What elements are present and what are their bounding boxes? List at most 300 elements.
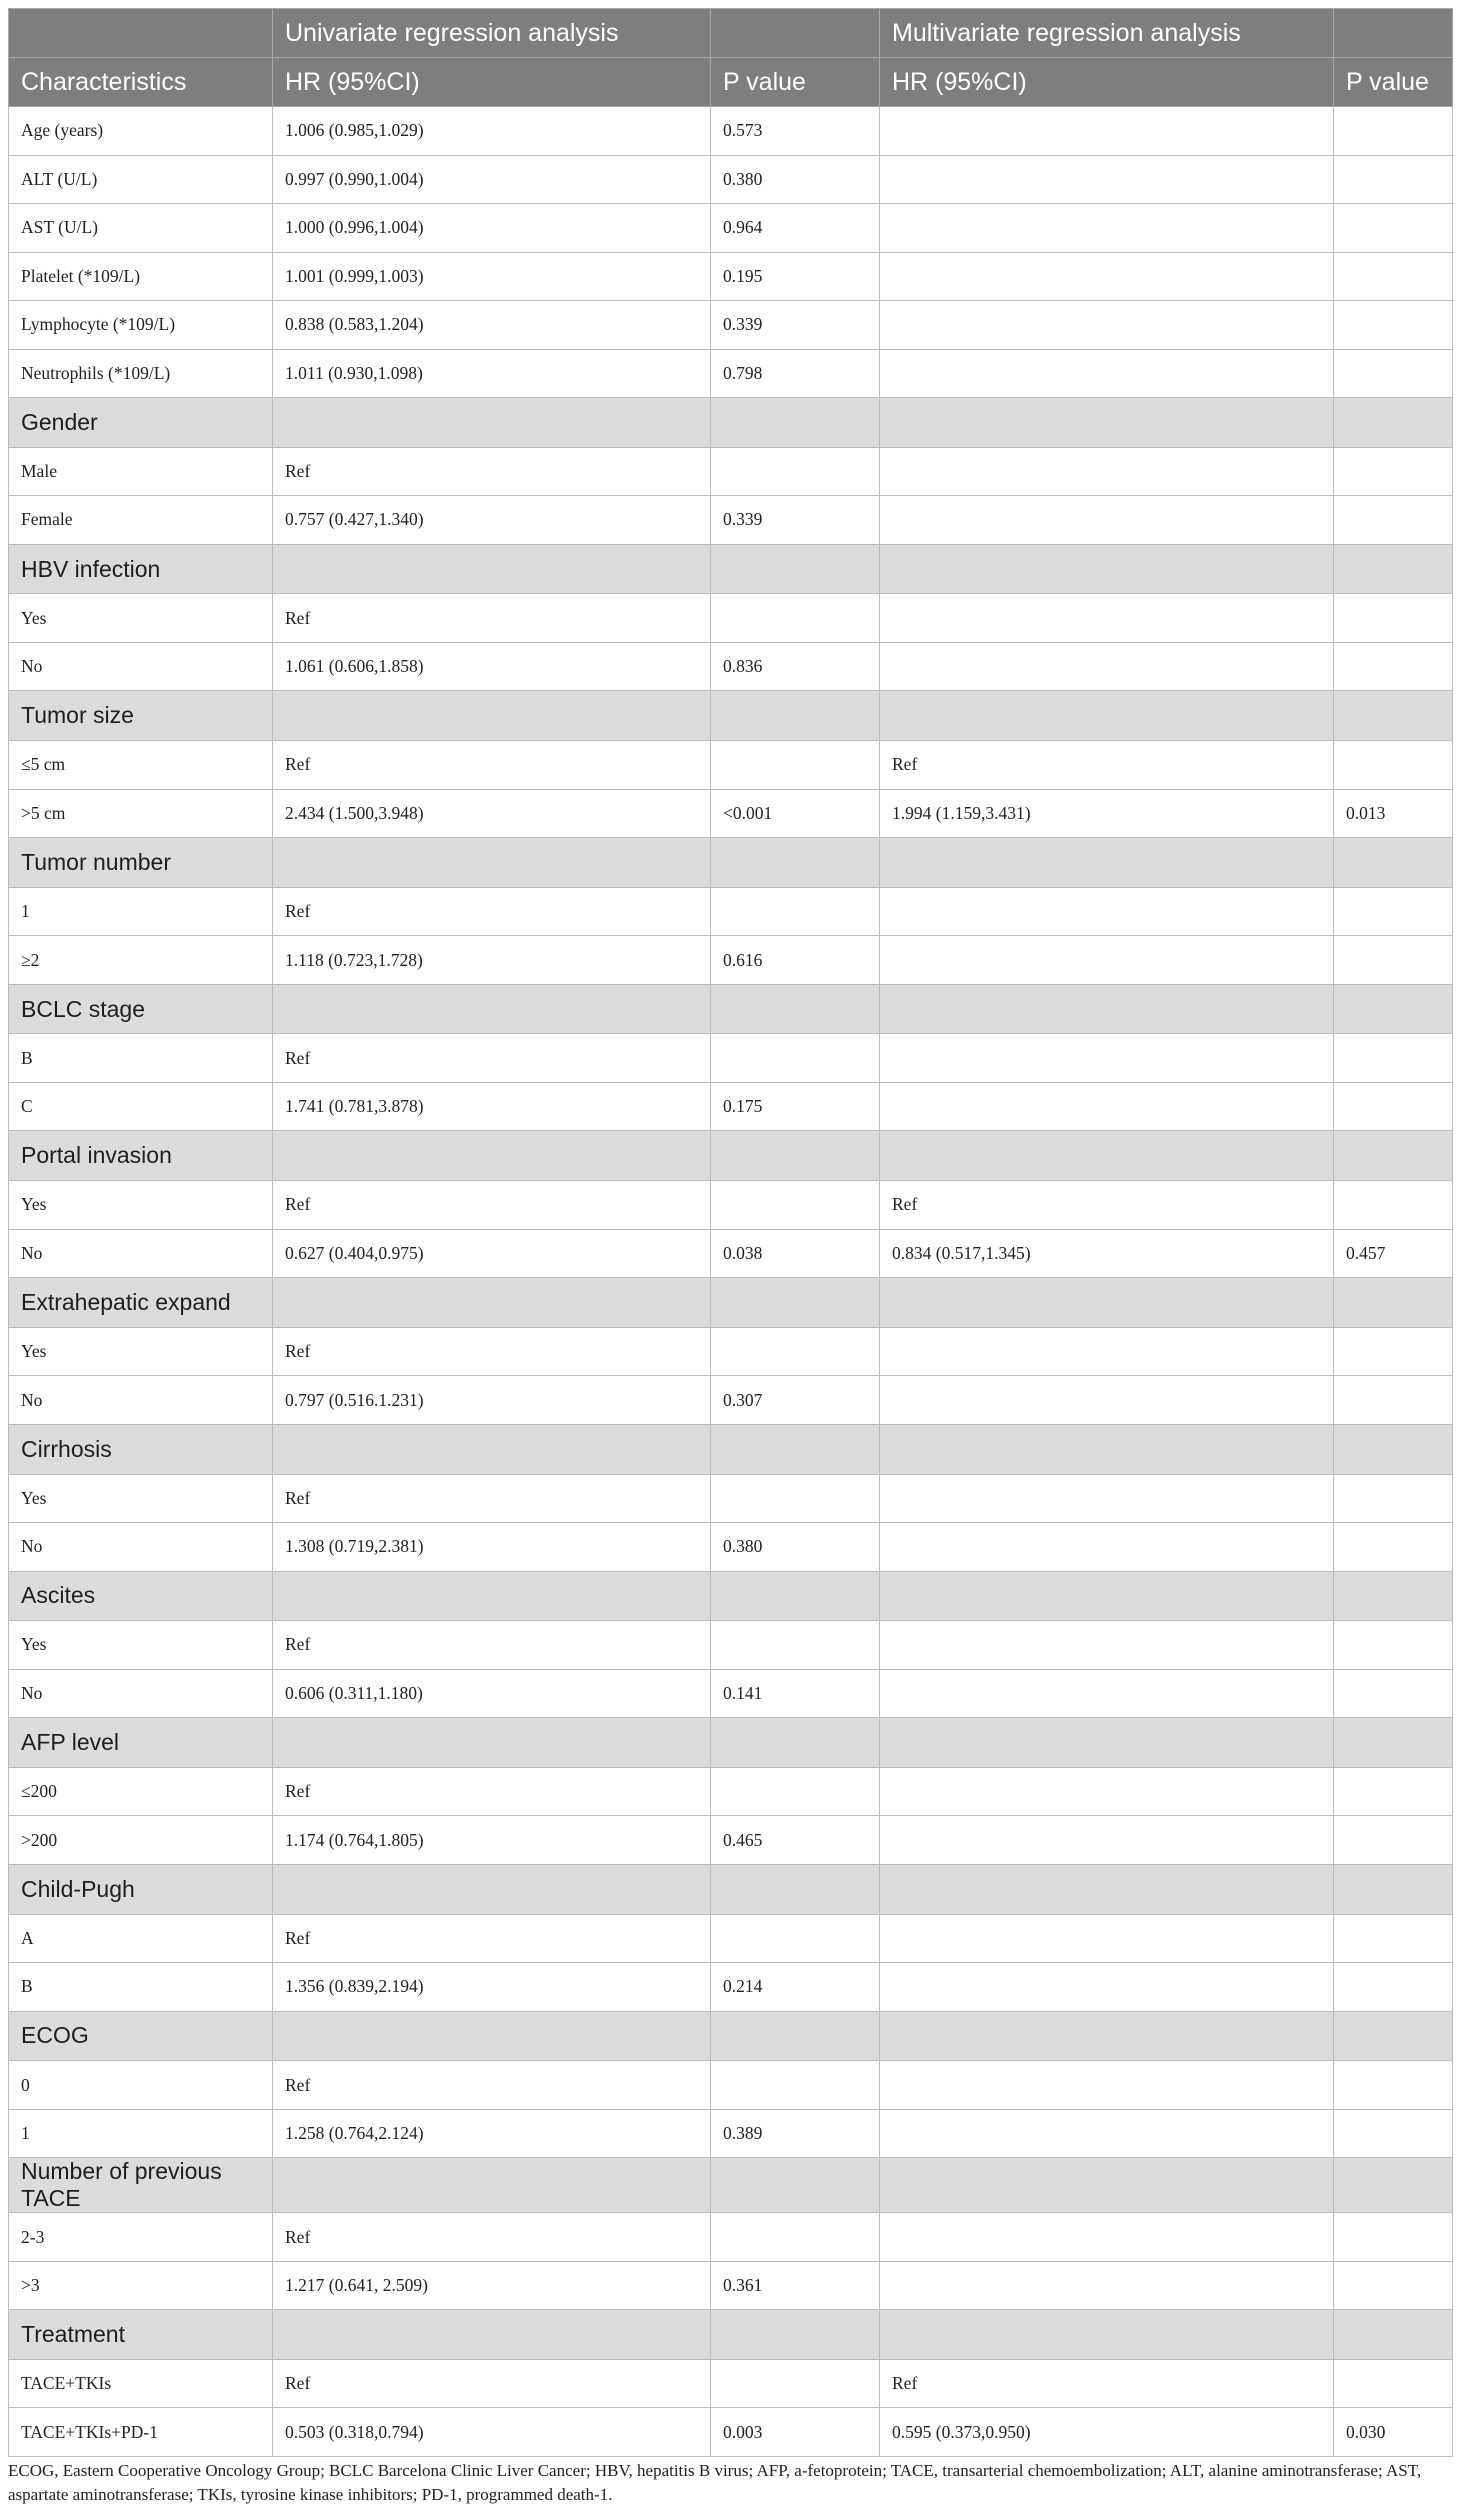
uni-hr-cell: Ref <box>273 1327 711 1376</box>
table-footnote: ECOG, Eastern Cooperative Oncology Group; BCLC Barcelona Clinic Liver Cancer; HBV, hepatitis B virus; AFP, a-fetoprotein; TACE, transarterial chemoembolization; ALT, alanine aminotransferase; AST, aspartate aminotransferase; TKIs, tyrosine kinase inhibitors; PD-1, programmed death-1. <box>8 2461 1422 2504</box>
uni-p-cell: 0.573 <box>711 107 880 156</box>
group-multi-p-cell <box>1334 1278 1453 1328</box>
multi-hr-cell <box>880 2213 1334 2262</box>
multi-hr-cell <box>880 155 1334 204</box>
uni-hr-cell: 1.011 (0.930,1.098) <box>273 349 711 398</box>
characteristic-cell: 1 <box>9 887 273 936</box>
group-multi-p-cell <box>1334 691 1453 741</box>
table-row <box>9 155 1453 204</box>
characteristic-cell: 1 <box>9 2109 273 2158</box>
multi-p-cell: 0.013 <box>1334 789 1453 838</box>
group-multi-hr-cell <box>880 2158 1334 2213</box>
multi-p-cell <box>1334 1621 1453 1670</box>
multi-hr-cell <box>880 1963 1334 2012</box>
table-row <box>9 1376 1453 1425</box>
group-multi-p-cell <box>1334 2310 1453 2360</box>
header-cell <box>9 9 273 58</box>
characteristic-cell: AST (U/L) <box>9 204 273 253</box>
uni-hr-cell: 1.174 (0.764,1.805) <box>273 1816 711 1865</box>
characteristic-cell: No <box>9 1229 273 1278</box>
uni-p-cell: 0.214 <box>711 1963 880 2012</box>
group-uni-p-cell <box>711 398 880 448</box>
group-row <box>9 1571 1453 1621</box>
multi-hr-cell <box>880 1669 1334 1718</box>
uni-p-cell: 0.380 <box>711 1523 880 1572</box>
group-multi-hr-cell <box>880 1424 1334 1474</box>
group-row <box>9 2310 1453 2360</box>
uni-p-cell: 0.339 <box>711 301 880 350</box>
multi-hr-cell <box>880 1523 1334 1572</box>
group-uni-p-cell <box>711 691 880 741</box>
multi-p-cell <box>1334 642 1453 691</box>
header-uni-p: P value <box>711 58 880 107</box>
multi-p-cell <box>1334 252 1453 301</box>
table-row <box>9 936 1453 985</box>
group-multi-p-cell <box>1334 398 1453 448</box>
characteristic-cell: No <box>9 1523 273 1572</box>
uni-hr-cell: Ref <box>273 741 711 790</box>
multi-p-cell <box>1334 2109 1453 2158</box>
group-uni-p-cell <box>711 838 880 888</box>
header-uni-hr: HR (95%CI) <box>273 58 711 107</box>
table-row <box>9 2109 1453 2158</box>
multi-p-cell <box>1334 1767 1453 1816</box>
multi-p-cell: 0.030 <box>1334 2408 1453 2457</box>
multi-hr-cell <box>880 349 1334 398</box>
table-row <box>9 741 1453 790</box>
table-row <box>9 1523 1453 1572</box>
table-row <box>9 2061 1453 2110</box>
header-univariate: Univariate regression analysis <box>273 9 711 58</box>
table-row <box>9 887 1453 936</box>
header-cell <box>711 9 880 58</box>
characteristic-cell: >3 <box>9 2261 273 2310</box>
group-multi-hr-cell <box>880 691 1334 741</box>
characteristic-cell: Yes <box>9 1327 273 1376</box>
table-row <box>9 1669 1453 1718</box>
group-characteristic-cell: HBV infection <box>9 544 273 594</box>
group-multi-hr-cell <box>880 2310 1334 2360</box>
characteristic-cell: No <box>9 642 273 691</box>
group-uni-p-cell <box>711 1718 880 1768</box>
uni-p-cell <box>711 1327 880 1376</box>
group-row <box>9 1424 1453 1474</box>
table-row <box>9 1767 1453 1816</box>
group-characteristic-cell: Portal invasion <box>9 1131 273 1181</box>
characteristic-cell: B <box>9 1963 273 2012</box>
table-row <box>9 1914 1453 1963</box>
group-characteristic-cell: Ascites <box>9 1571 273 1621</box>
multi-hr-cell: 0.595 (0.373,0.950) <box>880 2408 1334 2457</box>
multi-hr-cell <box>880 1327 1334 1376</box>
group-multi-hr-cell <box>880 984 1334 1034</box>
multi-hr-cell: Ref <box>880 2359 1334 2408</box>
uni-hr-cell: 1.001 (0.999,1.003) <box>273 252 711 301</box>
group-uni-hr-cell <box>273 1864 711 1914</box>
group-row <box>9 1864 1453 1914</box>
uni-p-cell: 0.380 <box>711 155 880 204</box>
uni-hr-cell: 0.503 (0.318,0.794) <box>273 2408 711 2457</box>
uni-p-cell: 0.195 <box>711 252 880 301</box>
group-row <box>9 1131 1453 1181</box>
group-uni-hr-cell <box>273 2158 711 2213</box>
multi-p-cell <box>1334 1082 1453 1131</box>
table-row <box>9 594 1453 643</box>
regression-table-container <box>8 8 1452 2457</box>
multi-p-cell <box>1334 2261 1453 2310</box>
table-row <box>9 2261 1453 2310</box>
group-multi-p-cell <box>1334 1864 1453 1914</box>
uni-p-cell: 0.361 <box>711 2261 880 2310</box>
group-multi-p-cell <box>1334 1131 1453 1181</box>
group-multi-p-cell <box>1334 1424 1453 1474</box>
group-row <box>9 691 1453 741</box>
uni-hr-cell: 1.118 (0.723,1.728) <box>273 936 711 985</box>
uni-p-cell <box>711 887 880 936</box>
table-row <box>9 1229 1453 1278</box>
group-row <box>9 984 1453 1034</box>
characteristic-cell: >200 <box>9 1816 273 1865</box>
group-uni-p-cell <box>711 1864 880 1914</box>
group-multi-p-cell <box>1334 544 1453 594</box>
group-uni-hr-cell <box>273 691 711 741</box>
uni-hr-cell: 2.434 (1.500,3.948) <box>273 789 711 838</box>
header-multivariate: Multivariate regression analysis <box>880 9 1334 58</box>
uni-p-cell <box>711 741 880 790</box>
characteristic-cell: No <box>9 1669 273 1718</box>
table-row <box>9 349 1453 398</box>
group-multi-p-cell <box>1334 2158 1453 2213</box>
table-row <box>9 2213 1453 2262</box>
uni-p-cell <box>711 1914 880 1963</box>
group-uni-p-cell <box>711 1571 880 1621</box>
multi-hr-cell <box>880 301 1334 350</box>
group-multi-p-cell <box>1334 838 1453 888</box>
characteristic-cell: No <box>9 1376 273 1425</box>
group-row <box>9 398 1453 448</box>
group-multi-hr-cell <box>880 2011 1334 2061</box>
table-row <box>9 496 1453 545</box>
group-characteristic-cell: ECOG <box>9 2011 273 2061</box>
group-uni-p-cell <box>711 1424 880 1474</box>
multi-p-cell <box>1334 1669 1453 1718</box>
uni-p-cell <box>711 594 880 643</box>
group-uni-p-cell <box>711 2310 880 2360</box>
uni-hr-cell: 1.308 (0.719,2.381) <box>273 1523 711 1572</box>
uni-p-cell: 0.141 <box>711 1669 880 1718</box>
multi-p-cell <box>1334 1474 1453 1523</box>
uni-hr-cell: Ref <box>273 1767 711 1816</box>
group-multi-hr-cell <box>880 1278 1334 1328</box>
uni-hr-cell: 0.997 (0.990,1.004) <box>273 155 711 204</box>
uni-hr-cell: 0.797 (0.516.1.231) <box>273 1376 711 1425</box>
uni-p-cell: 0.964 <box>711 204 880 253</box>
characteristic-cell: ≤200 <box>9 1767 273 1816</box>
multi-p-cell <box>1334 887 1453 936</box>
multi-p-cell <box>1334 301 1453 350</box>
group-multi-hr-cell <box>880 544 1334 594</box>
header-multi-p: P value <box>1334 58 1453 107</box>
multi-p-cell <box>1334 2359 1453 2408</box>
uni-hr-cell: 1.258 (0.764,2.124) <box>273 2109 711 2158</box>
uni-p-cell <box>711 1034 880 1083</box>
characteristic-cell: TACE+TKIs+PD-1 <box>9 2408 273 2457</box>
multi-p-cell <box>1334 1963 1453 2012</box>
multi-hr-cell: 0.834 (0.517,1.345) <box>880 1229 1334 1278</box>
multi-hr-cell <box>880 1376 1334 1425</box>
uni-hr-cell: Ref <box>273 1914 711 1963</box>
uni-p-cell <box>711 447 880 496</box>
group-row <box>9 1718 1453 1768</box>
header-characteristics: Characteristics <box>9 58 273 107</box>
table-row <box>9 1327 1453 1376</box>
multi-p-cell <box>1334 204 1453 253</box>
table-row <box>9 2408 1453 2457</box>
group-row <box>9 838 1453 888</box>
characteristic-cell: Lymphocyte (*109/L) <box>9 301 273 350</box>
characteristic-cell: A <box>9 1914 273 1963</box>
uni-p-cell <box>711 1474 880 1523</box>
characteristic-cell: ≤5 cm <box>9 741 273 790</box>
multi-hr-cell <box>880 1914 1334 1963</box>
characteristic-cell: >5 cm <box>9 789 273 838</box>
group-multi-p-cell <box>1334 1718 1453 1768</box>
group-characteristic-cell: Tumor number <box>9 838 273 888</box>
characteristic-cell: Male <box>9 447 273 496</box>
multi-hr-cell <box>880 1621 1334 1670</box>
uni-p-cell <box>711 1181 880 1230</box>
characteristic-cell: Neutrophils (*109/L) <box>9 349 273 398</box>
uni-p-cell: 0.003 <box>711 2408 880 2457</box>
group-uni-hr-cell <box>273 2310 711 2360</box>
group-row <box>9 544 1453 594</box>
group-uni-hr-cell <box>273 984 711 1034</box>
table-body <box>9 107 1453 2457</box>
uni-hr-cell: 1.217 (0.641, 2.509) <box>273 2261 711 2310</box>
group-multi-hr-cell <box>880 1571 1334 1621</box>
characteristic-cell: Yes <box>9 1181 273 1230</box>
multi-p-cell <box>1334 2213 1453 2262</box>
table-row <box>9 204 1453 253</box>
characteristic-cell: Yes <box>9 1621 273 1670</box>
group-uni-p-cell <box>711 1278 880 1328</box>
multi-hr-cell <box>880 1816 1334 1865</box>
table-row <box>9 789 1453 838</box>
table-row <box>9 1034 1453 1083</box>
uni-p-cell: 0.616 <box>711 936 880 985</box>
uni-hr-cell: 0.606 (0.311,1.180) <box>273 1669 711 1718</box>
uni-p-cell: 0.307 <box>711 1376 880 1425</box>
table-row <box>9 1082 1453 1131</box>
group-uni-hr-cell <box>273 1718 711 1768</box>
characteristic-cell: 0 <box>9 2061 273 2110</box>
uni-p-cell <box>711 2359 880 2408</box>
group-characteristic-cell: AFP level <box>9 1718 273 1768</box>
group-uni-hr-cell <box>273 2011 711 2061</box>
uni-hr-cell: Ref <box>273 2213 711 2262</box>
uni-hr-cell: 1.741 (0.781,3.878) <box>273 1082 711 1131</box>
uni-p-cell: <0.001 <box>711 789 880 838</box>
table-row <box>9 301 1453 350</box>
multi-hr-cell <box>880 887 1334 936</box>
uni-hr-cell: 1.061 (0.606,1.858) <box>273 642 711 691</box>
group-characteristic-cell: Extrahepatic expand <box>9 1278 273 1328</box>
group-multi-p-cell <box>1334 1571 1453 1621</box>
multi-p-cell <box>1334 741 1453 790</box>
multi-hr-cell: Ref <box>880 741 1334 790</box>
characteristic-cell: Yes <box>9 594 273 643</box>
group-characteristic-cell: BCLC stage <box>9 984 273 1034</box>
header-cell <box>1334 9 1453 58</box>
table-row <box>9 107 1453 156</box>
multi-p-cell <box>1334 1376 1453 1425</box>
multi-hr-cell <box>880 594 1334 643</box>
group-multi-hr-cell <box>880 1718 1334 1768</box>
characteristic-cell: Yes <box>9 1474 273 1523</box>
table-row <box>9 252 1453 301</box>
multi-hr-cell <box>880 252 1334 301</box>
uni-p-cell <box>711 2213 880 2262</box>
group-row <box>9 2158 1453 2213</box>
multi-p-cell <box>1334 2061 1453 2110</box>
multi-p-cell <box>1334 1327 1453 1376</box>
uni-p-cell <box>711 2061 880 2110</box>
uni-hr-cell: Ref <box>273 887 711 936</box>
group-multi-hr-cell <box>880 1131 1334 1181</box>
uni-p-cell: 0.038 <box>711 1229 880 1278</box>
multi-hr-cell <box>880 1034 1334 1083</box>
uni-hr-cell: 1.006 (0.985,1.029) <box>273 107 711 156</box>
table-row <box>9 1963 1453 2012</box>
header-row-columns <box>9 58 1453 107</box>
characteristic-cell: ≥2 <box>9 936 273 985</box>
uni-hr-cell: 0.627 (0.404,0.975) <box>273 1229 711 1278</box>
multi-hr-cell <box>880 642 1334 691</box>
multi-p-cell: 0.457 <box>1334 1229 1453 1278</box>
table-row <box>9 2359 1453 2408</box>
multi-p-cell <box>1334 107 1453 156</box>
uni-hr-cell: Ref <box>273 1474 711 1523</box>
table-row <box>9 642 1453 691</box>
uni-p-cell: 0.465 <box>711 1816 880 1865</box>
multi-p-cell <box>1334 349 1453 398</box>
table-row <box>9 1816 1453 1865</box>
multi-hr-cell <box>880 2261 1334 2310</box>
uni-hr-cell: Ref <box>273 1034 711 1083</box>
multi-hr-cell <box>880 1474 1334 1523</box>
uni-hr-cell: 1.000 (0.996,1.004) <box>273 204 711 253</box>
group-uni-p-cell <box>711 2158 880 2213</box>
group-characteristic-cell: Tumor size <box>9 691 273 741</box>
group-row <box>9 1278 1453 1328</box>
multi-p-cell <box>1334 594 1453 643</box>
multi-hr-cell: 1.994 (1.159,3.431) <box>880 789 1334 838</box>
group-row <box>9 2011 1453 2061</box>
multi-hr-cell: Ref <box>880 1181 1334 1230</box>
multi-p-cell <box>1334 936 1453 985</box>
uni-hr-cell: 1.356 (0.839,2.194) <box>273 1963 711 2012</box>
multi-hr-cell <box>880 107 1334 156</box>
uni-hr-cell: Ref <box>273 1621 711 1670</box>
characteristic-cell: B <box>9 1034 273 1083</box>
uni-p-cell: 0.389 <box>711 2109 880 2158</box>
characteristic-cell: Female <box>9 496 273 545</box>
group-uni-hr-cell <box>273 544 711 594</box>
group-multi-hr-cell <box>880 838 1334 888</box>
multi-hr-cell <box>880 2109 1334 2158</box>
multi-hr-cell <box>880 1082 1334 1131</box>
group-uni-hr-cell <box>273 398 711 448</box>
table-row <box>9 1181 1453 1230</box>
group-uni-hr-cell <box>273 1131 711 1181</box>
group-uni-p-cell <box>711 2011 880 2061</box>
group-uni-p-cell <box>711 1131 880 1181</box>
uni-hr-cell: Ref <box>273 2359 711 2408</box>
characteristic-cell: Platelet (*109/L) <box>9 252 273 301</box>
multi-hr-cell <box>880 447 1334 496</box>
group-uni-p-cell <box>711 544 880 594</box>
uni-hr-cell: Ref <box>273 594 711 643</box>
uni-hr-cell: 0.838 (0.583,1.204) <box>273 301 711 350</box>
uni-hr-cell: Ref <box>273 2061 711 2110</box>
uni-p-cell: 0.175 <box>711 1082 880 1131</box>
group-characteristic-cell: Child-Pugh <box>9 1864 273 1914</box>
characteristic-cell: ALT (U/L) <box>9 155 273 204</box>
group-multi-p-cell <box>1334 984 1453 1034</box>
uni-p-cell: 0.798 <box>711 349 880 398</box>
group-uni-hr-cell <box>273 838 711 888</box>
group-uni-hr-cell <box>273 1571 711 1621</box>
uni-p-cell <box>711 1767 880 1816</box>
uni-p-cell: 0.836 <box>711 642 880 691</box>
group-uni-hr-cell <box>273 1424 711 1474</box>
characteristic-cell: C <box>9 1082 273 1131</box>
multi-p-cell <box>1334 1034 1453 1083</box>
multi-hr-cell <box>880 496 1334 545</box>
multi-hr-cell <box>880 1767 1334 1816</box>
multi-p-cell <box>1334 1523 1453 1572</box>
multi-hr-cell <box>880 2061 1334 2110</box>
header-row-analysis <box>9 9 1453 58</box>
table-header <box>9 9 1453 107</box>
uni-p-cell: 0.339 <box>711 496 880 545</box>
multi-p-cell <box>1334 1181 1453 1230</box>
uni-hr-cell: Ref <box>273 1181 711 1230</box>
table-row <box>9 447 1453 496</box>
multi-p-cell <box>1334 447 1453 496</box>
group-characteristic-cell: Number of previous TACE <box>9 2158 273 2213</box>
group-multi-p-cell <box>1334 2011 1453 2061</box>
group-characteristic-cell: Gender <box>9 398 273 448</box>
group-multi-hr-cell <box>880 398 1334 448</box>
characteristic-cell: TACE+TKIs <box>9 2359 273 2408</box>
multi-hr-cell <box>880 936 1334 985</box>
regression-table <box>8 8 1453 2457</box>
multi-p-cell <box>1334 1816 1453 1865</box>
group-uni-hr-cell <box>273 1278 711 1328</box>
uni-hr-cell: Ref <box>273 447 711 496</box>
group-characteristic-cell: Treatment <box>9 2310 273 2360</box>
multi-hr-cell <box>880 204 1334 253</box>
characteristic-cell: Age (years) <box>9 107 273 156</box>
multi-p-cell <box>1334 155 1453 204</box>
multi-p-cell <box>1334 1914 1453 1963</box>
uni-hr-cell: 0.757 (0.427,1.340) <box>273 496 711 545</box>
characteristic-cell: 2-3 <box>9 2213 273 2262</box>
multi-p-cell <box>1334 496 1453 545</box>
group-multi-hr-cell <box>880 1864 1334 1914</box>
uni-p-cell <box>711 1621 880 1670</box>
